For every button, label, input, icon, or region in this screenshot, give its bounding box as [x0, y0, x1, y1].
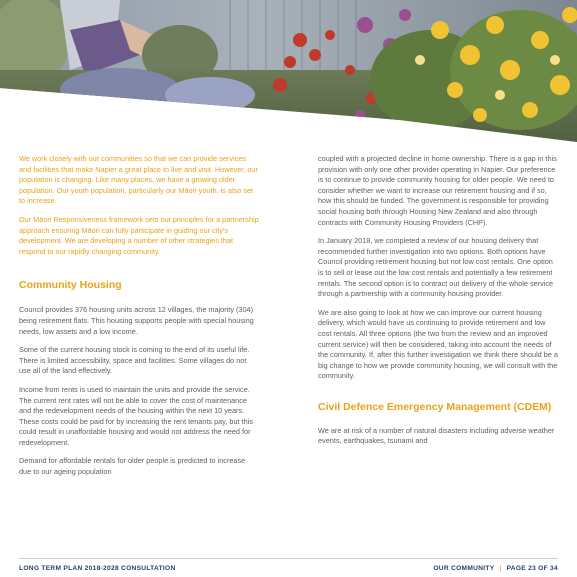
footer-separator: |	[499, 565, 502, 572]
section-heading-community-housing: Community Housing	[19, 279, 122, 292]
body-paragraph: Demand for affordable rentals for older people is predicted to increase due to our ageing population	[19, 456, 246, 477]
page-number: PAGE 23 OF 34	[506, 565, 558, 572]
body-paragraph: Income from rents is used to maintain the units and provide the service. The current rent rates will not be able to cover the cost of maintenance and the redevelopment needs of the housing within the next 10 years. These costs could be paid for by increasing the rent tenants pay, but this could result in unaffordable housing and would not address the need for redevelopment.	[19, 384, 253, 447]
intro-paragraph: We work closely with our communities so that we can provide services and facilities that make Napier a great place to live and visit. However, our population is changing. Like many places, we have a growing older population. Our youth population, particularly our Māori youth, is also set to increase.	[19, 154, 258, 206]
footer-page-info	[433, 565, 558, 572]
left-column	[19, 154, 259, 486]
footer-divider	[19, 558, 558, 559]
hero-photo	[0, 0, 577, 160]
body-paragraph: We are at risk of a number of natural disasters including adverse weather events, earthquakes, tsunami and	[318, 425, 555, 446]
garden-photo-image	[0, 0, 577, 160]
body-paragraph: In January 2018, we completed a review of our housing delivery that recommended further investigation into two options. Both options have Council providing retirement housing but not low cost rentals. One option is to sell or lease out the low cost rentals and potentially a few retirement rentals. The second option is to contract out delivery of the whole service through a partnership with a community housing provider.	[318, 236, 554, 299]
body-paragraph: Some of the current housing stock is coming to the end of its useful life. There is limited accessibility, space and facilities. Some villages do not use all of the land effectively.	[19, 345, 250, 376]
section-title: OUR COMMUNITY	[433, 565, 495, 572]
section-heading-cdem: Civil Defence Emergency Management (CDEM)	[318, 400, 552, 413]
body-paragraph: We are also going to look at how we can improve our current housing delivery, which would have us continuing to provide retirement and low cost rentals. All three options (the two from the review and an improved current service) will then be considered, taking into account the needs of the community. If, after this further investigation we think there should be a big change to how we provide community housing, we will consult with the community.	[318, 307, 558, 381]
document-title: LONG TERM PLAN 2018-2028 CONSULTATION	[19, 565, 176, 572]
intro-paragraph: Our Māori Responsiveness framework sets out principles for a partnership approach ensuring Māori can fully participate in guiding our city's development. We are developing a number of other strategies that respond to our rapidly changing community.	[19, 214, 259, 256]
body-paragraph: coupled with a projected decline in home ownership. There is a gap in this provision with only one other provider operating in Napier. Our preference is to continue to provide community housing for older people. We need to consider whether we want to increase our retirement housing and if so, how this should be funded. The government is responsible for providing social housing both through Housing New Zealand and also through contracts with Community Housing Providers (CHP).	[318, 154, 557, 227]
right-column	[318, 154, 558, 455]
body-paragraph: Council provides 376 housing units across 12 villages, the majority (304) being retirement flats. This housing supports people with special housing needs, low assets and a low income.	[19, 305, 254, 336]
